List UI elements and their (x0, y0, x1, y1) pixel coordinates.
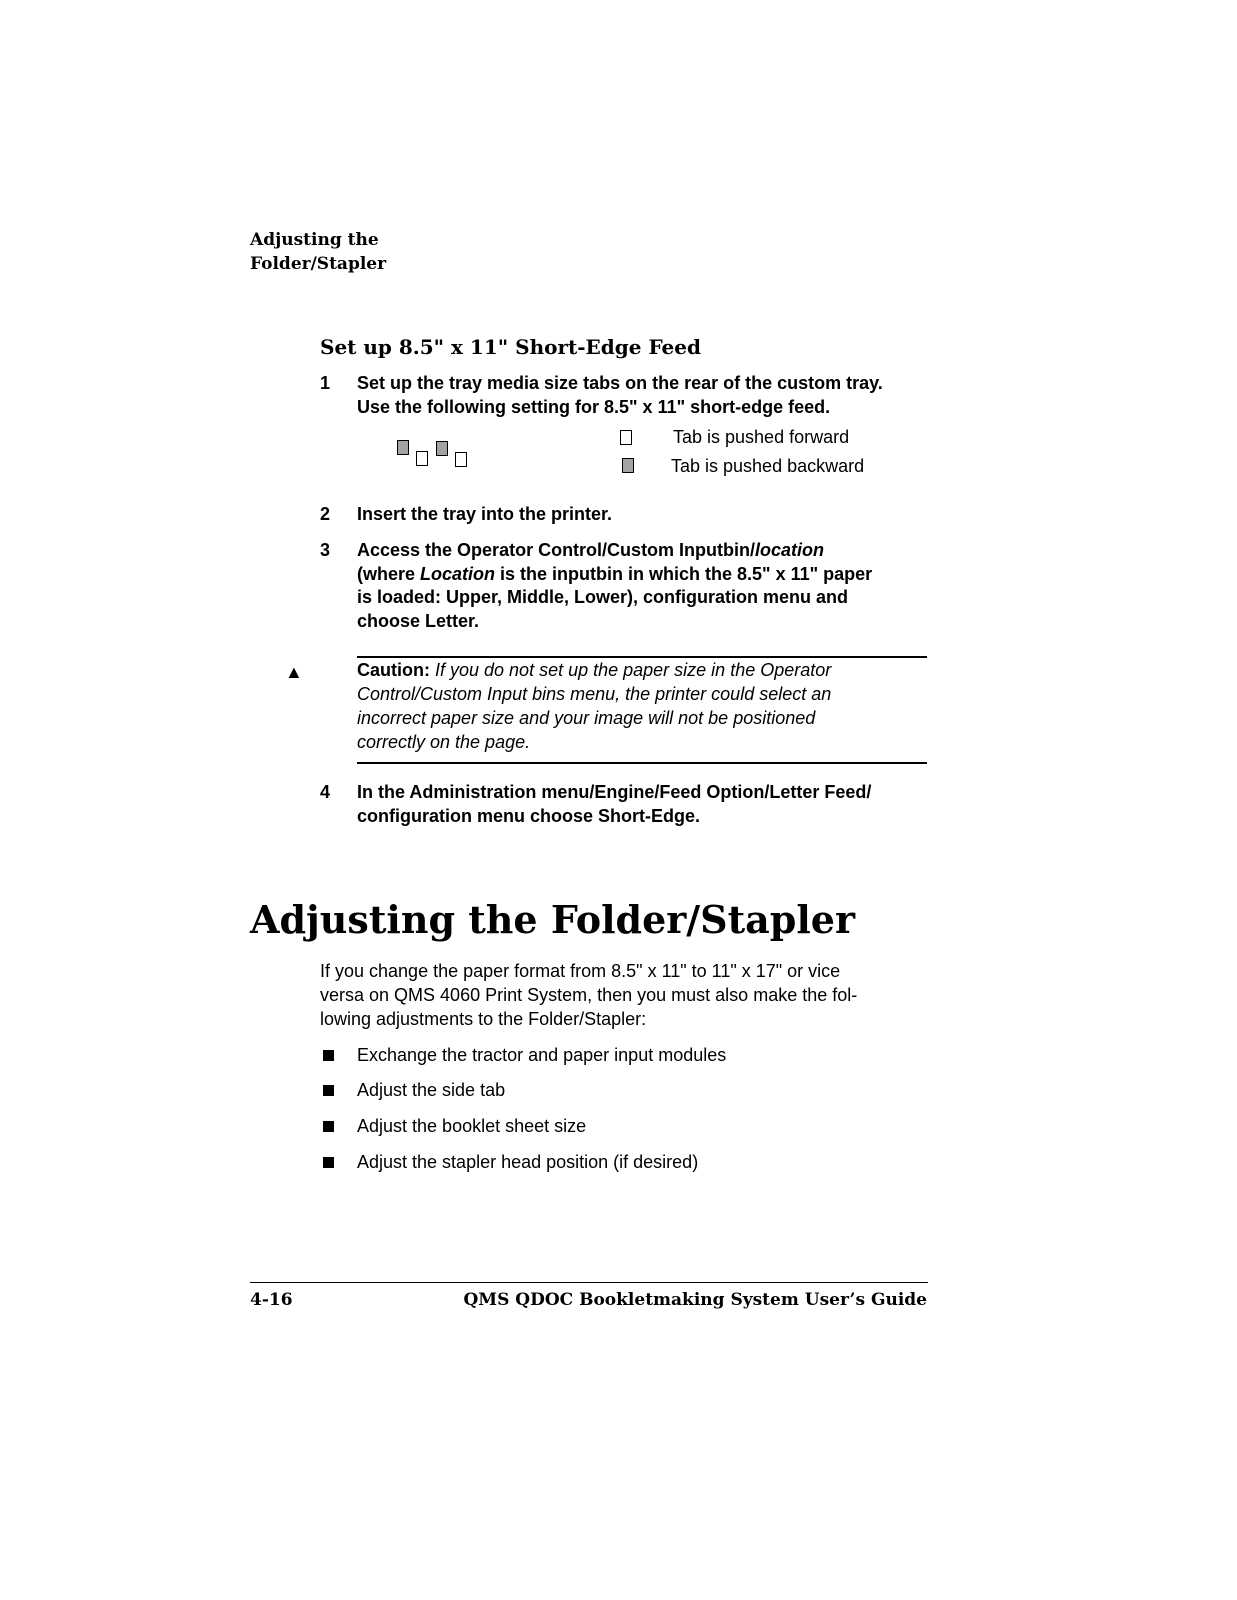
paragraph-line: If you change the paper format from 8.5" x 11" to 11" x 17" or vice (320, 961, 841, 981)
running-head-line-1: Adjusting the (250, 230, 379, 250)
tab-pushed-forward-icon (455, 452, 467, 467)
caution-label: Caution: (357, 660, 430, 680)
caution-bottom-rule (357, 762, 927, 764)
step-text (357, 539, 932, 633)
running-head (250, 228, 386, 276)
step-line: Insert the tray into the printer. (357, 504, 613, 524)
step-text-italic: location (755, 540, 825, 560)
step-line: Set up the tray media size tabs on the rear of the custom tray. (357, 373, 883, 393)
step-number: 3 (320, 540, 331, 560)
list-item-text: Adjust the side tab (357, 1080, 506, 1100)
step-number: 2 (320, 504, 331, 524)
legend-backward-label: Tab is pushed backward (671, 456, 865, 476)
bullet-square-icon (323, 1121, 334, 1132)
list-item (320, 1078, 920, 1102)
main-heading: Adjusting the Folder/Stapler (250, 897, 855, 942)
step-number: 4 (320, 782, 331, 802)
caution-line: correctly on the page. (357, 732, 531, 752)
list-item-text: Adjust the booklet sheet size (357, 1116, 587, 1136)
step-3 (320, 539, 930, 635)
step-2 (320, 503, 930, 527)
legend-forward-icon (620, 430, 632, 445)
step-line: configuration menu choose Short-Edge. (357, 805, 701, 826)
step-line: is loaded: Upper, Middle, Lower), configuration menu and (357, 587, 849, 607)
step-text-part: (where (357, 563, 421, 584)
step-text (357, 372, 932, 419)
step-line (357, 563, 932, 587)
step-number: 1 (320, 373, 331, 393)
bullet-square-icon (323, 1157, 334, 1168)
tab-pushed-backward-icon (397, 440, 409, 455)
caution-line: incorrect paper size and your image will not be positioned (357, 708, 816, 728)
step-line: In the Administration menu/Engine/Feed Option/Letter Feed/ (357, 782, 872, 802)
tab-pushed-backward-icon (436, 441, 448, 456)
bullet-square-icon (323, 1085, 334, 1096)
caution-line (357, 658, 927, 682)
legend-backward-icon (622, 458, 634, 473)
guide-title: QMS QDOC Bookletmaking System User’s Guide (463, 1290, 927, 1310)
running-head-line-2: Folder/Stapler (250, 254, 387, 274)
step-line: choose Letter. (357, 610, 480, 631)
caution-line: Control/Custom Input bins menu, the printer could select an (357, 684, 832, 704)
step-text (357, 503, 932, 527)
list-item-text: Exchange the tractor and paper input modules (357, 1045, 727, 1065)
tab-pushed-forward-icon (416, 451, 428, 466)
list-item (320, 1114, 920, 1138)
step-4 (320, 781, 930, 829)
paragraph-line: versa on QMS 4060 Print System, then you must also make the fol- (320, 985, 858, 1005)
page-number: 4-16 (250, 1290, 293, 1310)
list-item-text: Adjust the stapler head position (if desired) (357, 1152, 699, 1172)
step-text-italic: Location (420, 563, 496, 584)
caution-note (357, 658, 927, 754)
tab-setting-diagram (395, 438, 475, 472)
caution-text: If you do not set up the paper size in the Operator (435, 660, 832, 680)
list-item (320, 1150, 920, 1174)
warning-triangle-icon: ▲ (285, 662, 303, 682)
intro-paragraph (320, 959, 930, 1031)
step-line: Use the following setting for 8.5" x 11" short-edge feed. (357, 396, 831, 417)
step-text-part: Access the Operator Control/Custom Inputbin/ (357, 540, 756, 560)
section-heading: Set up 8.5" x 11" Short-Edge Feed (320, 335, 701, 359)
step-1 (320, 372, 930, 420)
step-line (357, 539, 932, 563)
legend-forward-label: Tab is pushed forward (673, 427, 850, 447)
bullet-square-icon (323, 1050, 334, 1061)
step-text (357, 781, 932, 828)
paragraph-line: lowing adjustments to the Folder/Stapler: (320, 1009, 647, 1029)
step-text-part: is the inputbin in which the 8.5" x 11" paper (500, 563, 873, 584)
list-item (320, 1043, 920, 1067)
footer-rule (250, 1282, 928, 1283)
